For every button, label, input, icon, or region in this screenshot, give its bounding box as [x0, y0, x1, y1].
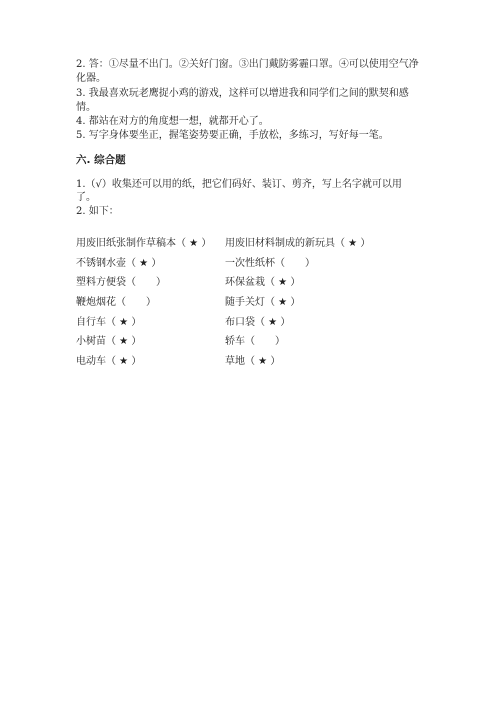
grid-item: 随手关灯（ ★ ） — [225, 297, 301, 308]
question-line: 1.（√）收集还可以用的纸，把它们码好、装订、剪齐，写上名字就可以用 — [76, 179, 402, 190]
grid-item: 小树苗（ ★ ） — [76, 336, 142, 347]
answer-line: 5. 写字身体要坐正，握笔姿势要正确，手放松，多练习，写好每一笔。 — [76, 130, 389, 141]
answer-line: 2. 答：①尽量不出门。②关好门窗。③出门戴防雾霾口罩。④可以使用空气净 — [76, 59, 419, 70]
grid-item: 轿车（ ） — [225, 336, 285, 347]
grid-item: 用废旧纸张制作草稿本（ ★ ） — [76, 238, 212, 249]
answer-line: 情。 — [76, 102, 96, 113]
grid-item: 电动车（ ★ ） — [76, 356, 142, 367]
grid-item: 不锈钢水壶（ ★ ） — [76, 258, 162, 269]
grid-item: 塑料方便袋（ ） — [76, 277, 166, 288]
grid-item: 布口袋（ ★ ） — [225, 317, 291, 328]
grid-item: 鞭炮烟花（ ） — [76, 297, 156, 308]
grid-item: 自行车（ ★ ） — [76, 317, 142, 328]
answer-line: 化器。 — [76, 73, 106, 84]
answer-line: 3. 我最喜欢玩老鹰捉小鸡的游戏，这样可以增进我和同学们之间的默契和感 — [76, 88, 409, 99]
section-title: 六. 综合题 — [76, 154, 126, 166]
answer-line: 4. 都站在对方的角度想一想，就都开心了。 — [76, 116, 269, 127]
question-line: 2. 如下： — [76, 206, 119, 217]
grid-item: 草地（ ★ ） — [225, 356, 281, 367]
grid-item: 用废旧材料制成的新玩具（ ★ ） — [225, 238, 371, 249]
grid-item: 一次性纸杯（ ） — [225, 258, 315, 269]
question-line: 了。 — [76, 192, 96, 203]
grid-item: 环保盆栽（ ★ ） — [225, 277, 301, 288]
